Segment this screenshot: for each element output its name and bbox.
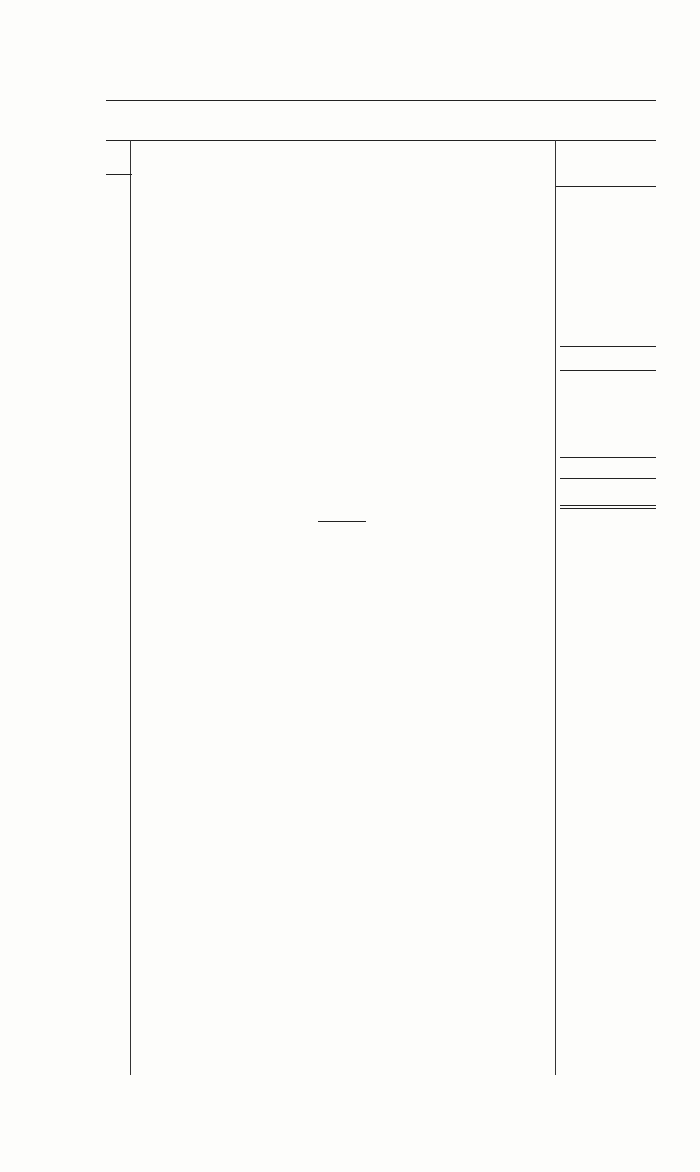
total-rule xyxy=(560,457,656,458)
registry-total-row xyxy=(0,462,700,474)
total-rule xyxy=(560,346,656,347)
total-rule xyxy=(560,508,656,509)
vote-total-row xyxy=(0,488,700,500)
general-total-row xyxy=(0,353,700,365)
item-header-rule xyxy=(106,174,132,175)
section-divider xyxy=(318,521,366,522)
amount-section-rule xyxy=(556,186,656,187)
total-rule xyxy=(560,370,656,371)
header-rule xyxy=(106,100,656,101)
table-top-rule xyxy=(106,140,656,141)
amount-column-divider xyxy=(555,140,556,1075)
total-rule xyxy=(560,478,656,479)
total-rule xyxy=(560,505,656,506)
item-column-divider xyxy=(130,140,131,1075)
